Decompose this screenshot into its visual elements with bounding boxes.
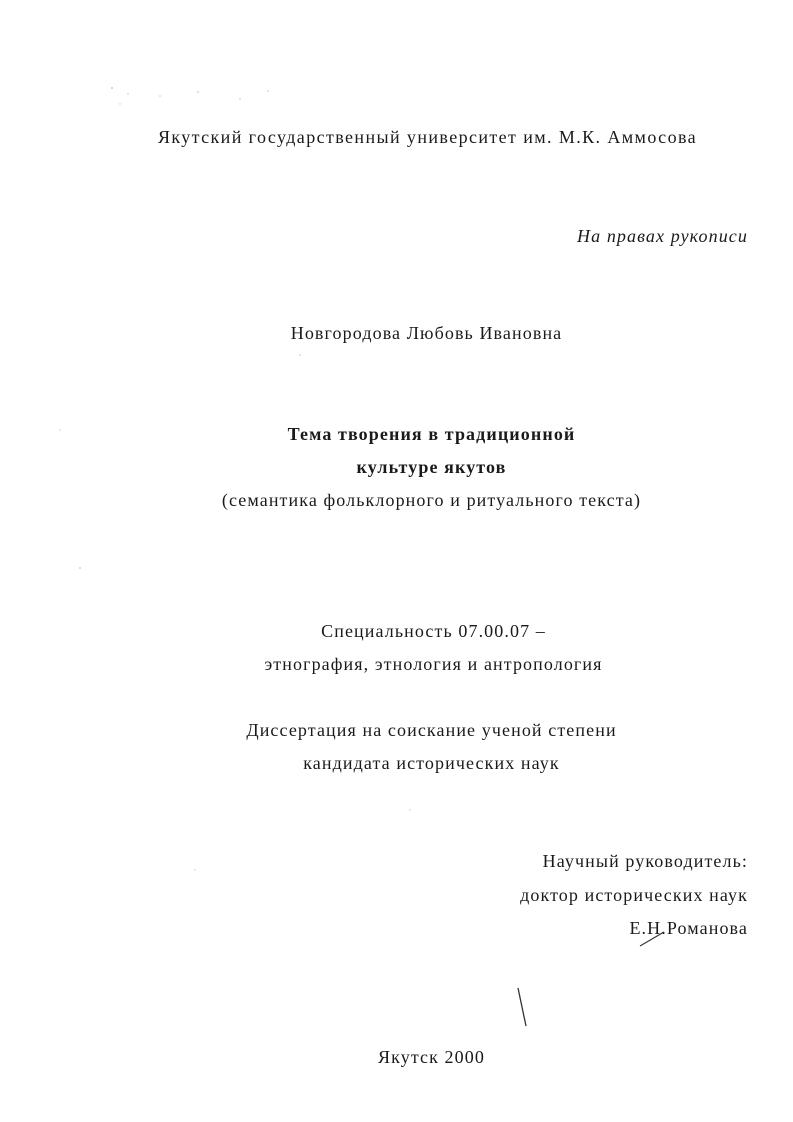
dissertation-degree-line-2: кандидата исторических наук: [303, 753, 560, 773]
manuscript-note: На правах рукописи: [577, 226, 748, 246]
university-name: Якутский государственный университет им. М.К. Аммосова: [157, 127, 698, 147]
supervisor-degree: доктор исторических наук: [520, 885, 748, 905]
thesis-title-line-1: Тема творения в традиционной: [287, 424, 576, 444]
supervisor-label: Научный руководитель:: [542, 851, 748, 871]
supervisor-name: Е.Н.Романова: [629, 918, 748, 938]
specialty-code: Специальность 07.00.07 –: [321, 621, 546, 641]
thesis-subtitle: (семантика фольклорного и ритуального текста): [221, 490, 642, 510]
specialty-name: этнография, этнология и антропология: [264, 654, 603, 674]
author-name: Новгородова Любовь Ивановна: [290, 323, 563, 343]
thesis-title-line-2: культуре якутов: [356, 457, 507, 477]
pen-mark: [518, 988, 526, 1026]
city-year: Якутск 2000: [378, 1047, 485, 1067]
dissertation-degree-line-1: Диссертация на соискание ученой степени: [246, 720, 617, 740]
